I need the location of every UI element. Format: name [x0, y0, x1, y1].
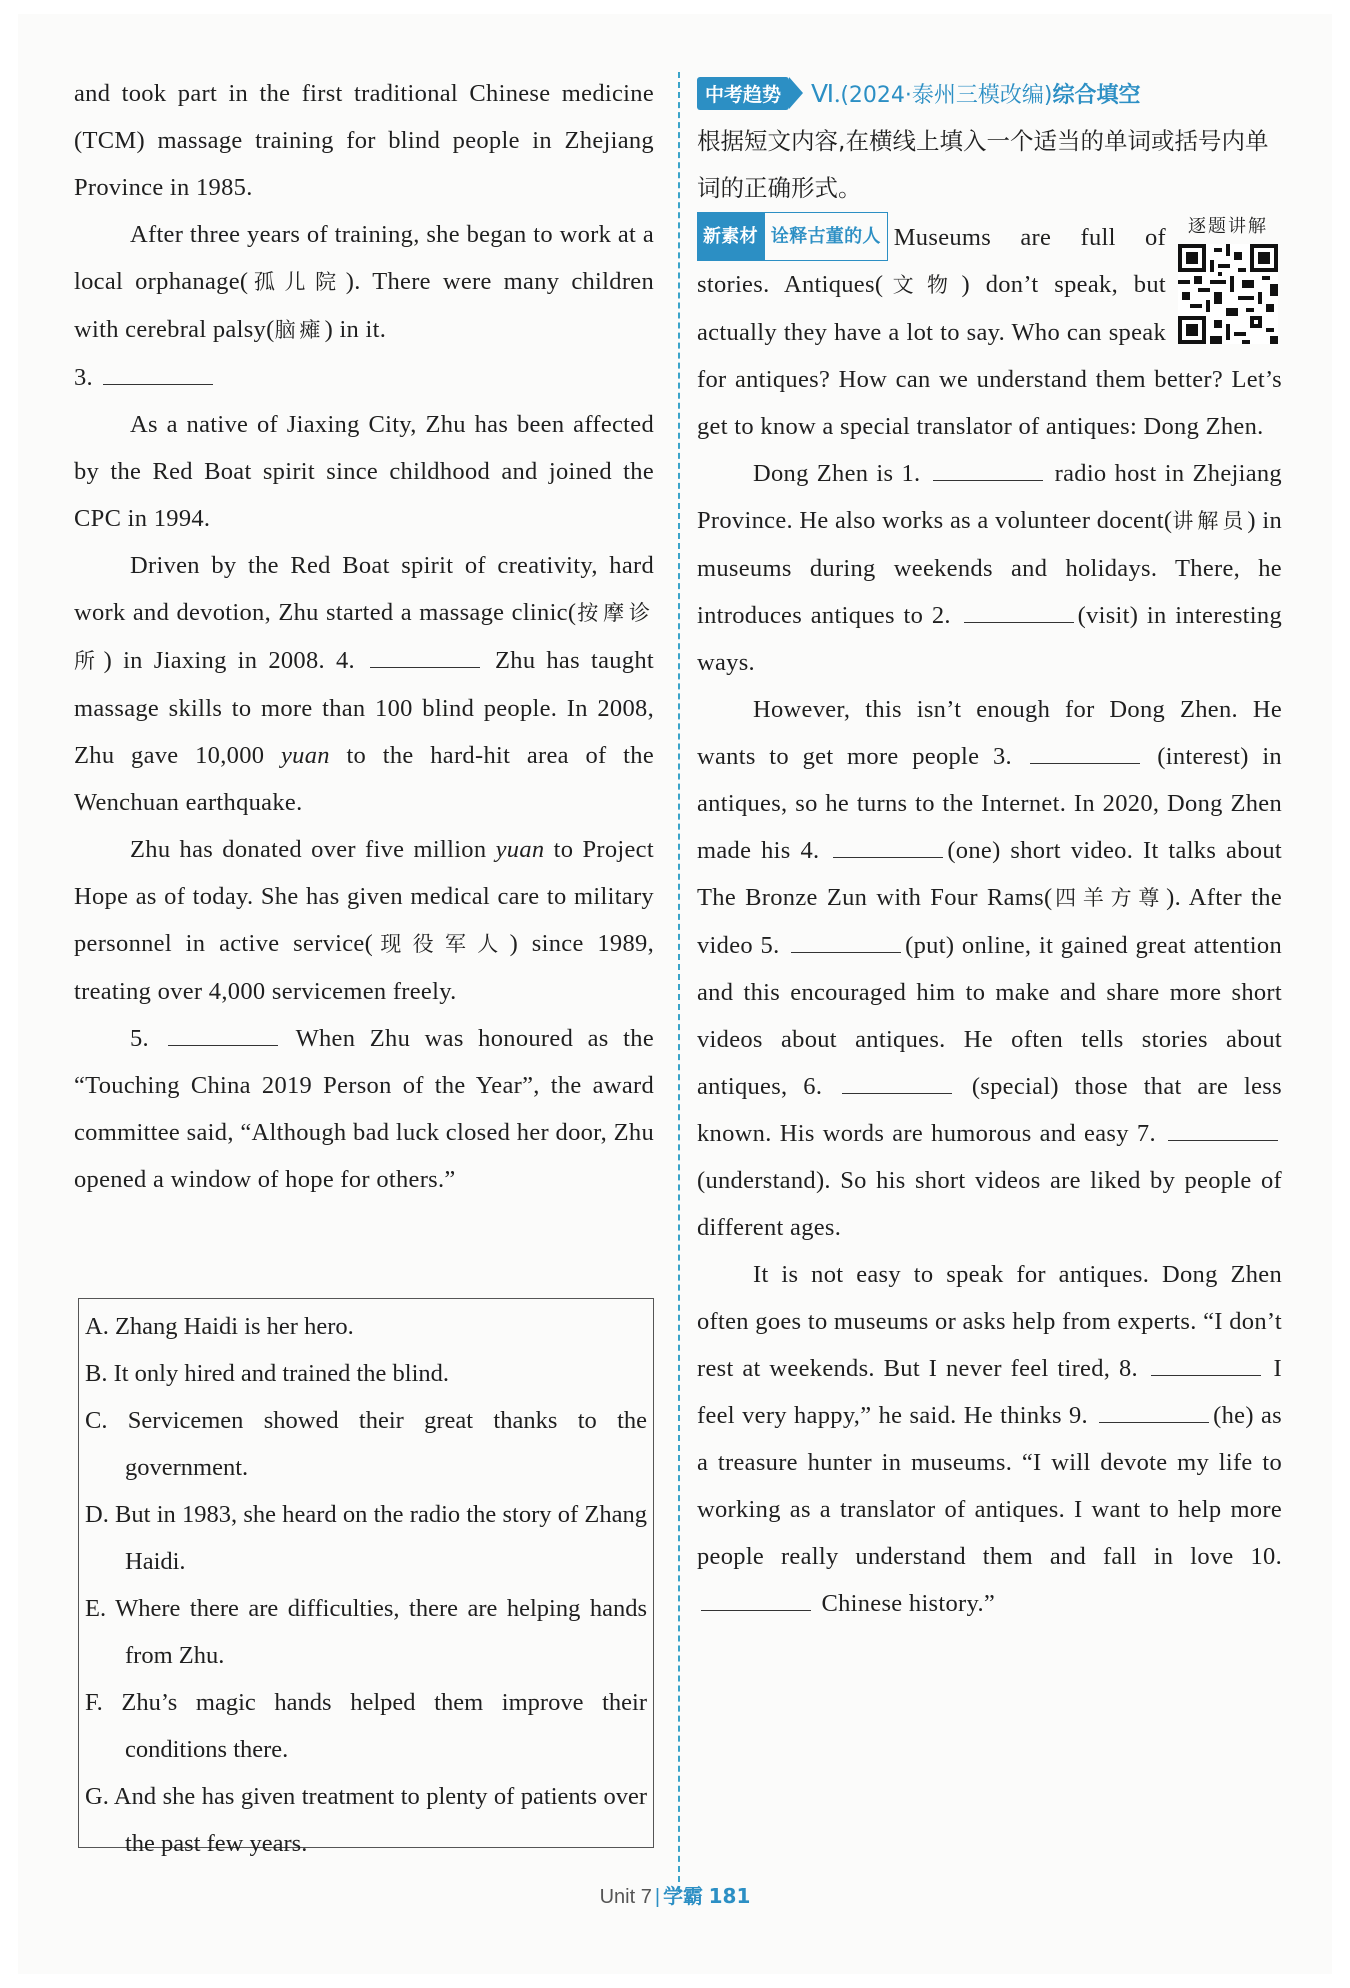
unit-label: Unit 7 — [599, 1886, 652, 1908]
paragraph-r1: Dong Zhen is 1. radio host in Zhejiang Province. He also works as a volunteer docent(讲解员) in museums during weekends and holidays. There, he introduces antiques to 2. (visit) in interesting ways. — [697, 460, 1282, 676]
trend-badge: 中考趋势 — [697, 77, 789, 110]
brand-label: 学霸 — [663, 1884, 704, 1908]
section-title: Ⅵ.(2024·泰州三模改编)综合填空 — [811, 80, 1141, 108]
blank-r6[interactable] — [842, 1071, 952, 1094]
blank-r9[interactable] — [1099, 1400, 1209, 1423]
blank-r5[interactable] — [791, 930, 901, 953]
topic-badge: 诠释古董的人 — [764, 212, 888, 261]
right-column — [697, 70, 1282, 1627]
qr-label: 逐题讲解 — [1188, 216, 1268, 237]
blank-r1[interactable] — [933, 458, 1043, 481]
option-c: C. Servicemen showed their great thanks to the government. — [85, 1407, 647, 1481]
blank-r7[interactable] — [1168, 1118, 1278, 1141]
blank-4[interactable] — [370, 645, 480, 668]
new-material-badge: 新素材 — [697, 212, 764, 261]
blank-3[interactable] — [103, 362, 213, 385]
section-header — [697, 70, 1282, 116]
blank-r10[interactable] — [701, 1588, 811, 1611]
left-column — [74, 70, 654, 1203]
option-g: G. And she has given treatment to plenty of patients over the past few years. — [85, 1783, 647, 1857]
paragraph-5: Zhu has donated over five million yuan to Project Hope as of today. She has given medical care to military personnel in active service(现役军人) since 1989, treating over 4,000 servicemen freely. — [74, 836, 654, 1005]
blank-r4[interactable] — [833, 835, 943, 858]
paragraph-2: After three years of training, she began to work at a local orphanage(孤儿院). There were many children with cerebral palsy(脑瘫) in it. — [74, 221, 654, 343]
blank-3-line: 3. — [74, 354, 654, 401]
option-b: B. It only hired and trained the blind. — [85, 1360, 450, 1387]
blank-r3[interactable] — [1030, 741, 1140, 764]
paragraph-3: As a native of Jiaxing City, Zhu has been affected by the Red Boat spirit since childhood and joined the CPC in 1994. — [74, 411, 654, 532]
paragraph-r3: It is not easy to speak for antiques. Dong Zhen often goes to museums or asks help from experts. “I don’t rest at weekends. But I never feel tired, 8. I feel very happy,” he said. He thinks 9. (he) as a treasure hunter in museums. “I will devote my life to working as a translator of antiques. I want to help more people really understand them and fall in love 10. Chinese history.” — [697, 1261, 1282, 1617]
paragraph-1: and took part in the first traditional Chinese medicine (TCM) massage training for blind people in Zhejiang Province in 1985. — [74, 80, 654, 201]
intro-paragraph: 新素材 诠释古董的人 Museums are full of stories. Antiques(文物) don’t speak, but actually they have a lot to say. Who can speak for antiques? How can we understand them better? Let’s get to know a special translator of antiques: Dong Zhen. — [697, 212, 1282, 450]
qr-code-icon[interactable] — [1178, 244, 1278, 344]
option-e: E. Where there are difficulties, there are helping hands from Zhu. — [85, 1595, 647, 1669]
option-f: F. Zhu’s magic hands helped them improve their conditions there. — [85, 1689, 647, 1763]
paragraph-r2: However, this isn’t enough for Dong Zhen. He wants to get more people 3. (interest) in antiques, so he turns to the Internet. In 2020, Dong Zhen made his 4. (one) short video. It talks about The Bronze Zun with Four Rams(四羊方尊). After the video 5. (put) online, it gained great attention and this encouraged him to make and share more short videos about antiques. He often tells stories about antiques, 6. (special) those that are less known. His words are humorous and easy 7. (understand). So his short videos are liked by people of different ages. — [697, 696, 1283, 1241]
footer-separator: | — [654, 1886, 661, 1908]
column-divider — [678, 72, 680, 1892]
paragraph-6: 5. When Zhu was honoured as the “Touching China 2019 Person of the Year”, the award committee said, “Although bad luck closed her door, Zhu opened a window of hope for others.” — [74, 1025, 654, 1193]
blank-r8[interactable] — [1151, 1353, 1261, 1376]
page-footer — [0, 1880, 1350, 1909]
blank-r2[interactable] — [964, 600, 1074, 623]
instruction: 根据短文内容,在横线上填入一个适当的单词或括号内单词的正确形式。 — [697, 127, 1269, 202]
option-d: D. But in 1983, she heard on the radio the story of Zhang Haidi. — [85, 1501, 647, 1575]
options-box — [78, 1298, 654, 1857]
option-a: A. Zhang Haidi is her hero. — [85, 1313, 354, 1340]
paragraph-4: Driven by the Red Boat spirit of creativity, hard work and devotion, Zhu started a massage clinic(按摩诊所) in Jiaxing in 2008. 4. Zhu has taught massage skills to more than 100 blind people. In 2008, Zhu gave 10,000 yuan to the hard-hit area of the Wenchuan earthquake. — [74, 552, 654, 816]
page-number: 181 — [708, 1884, 751, 1908]
qr-code-block[interactable] — [1174, 214, 1282, 344]
blank-5[interactable] — [168, 1023, 278, 1046]
